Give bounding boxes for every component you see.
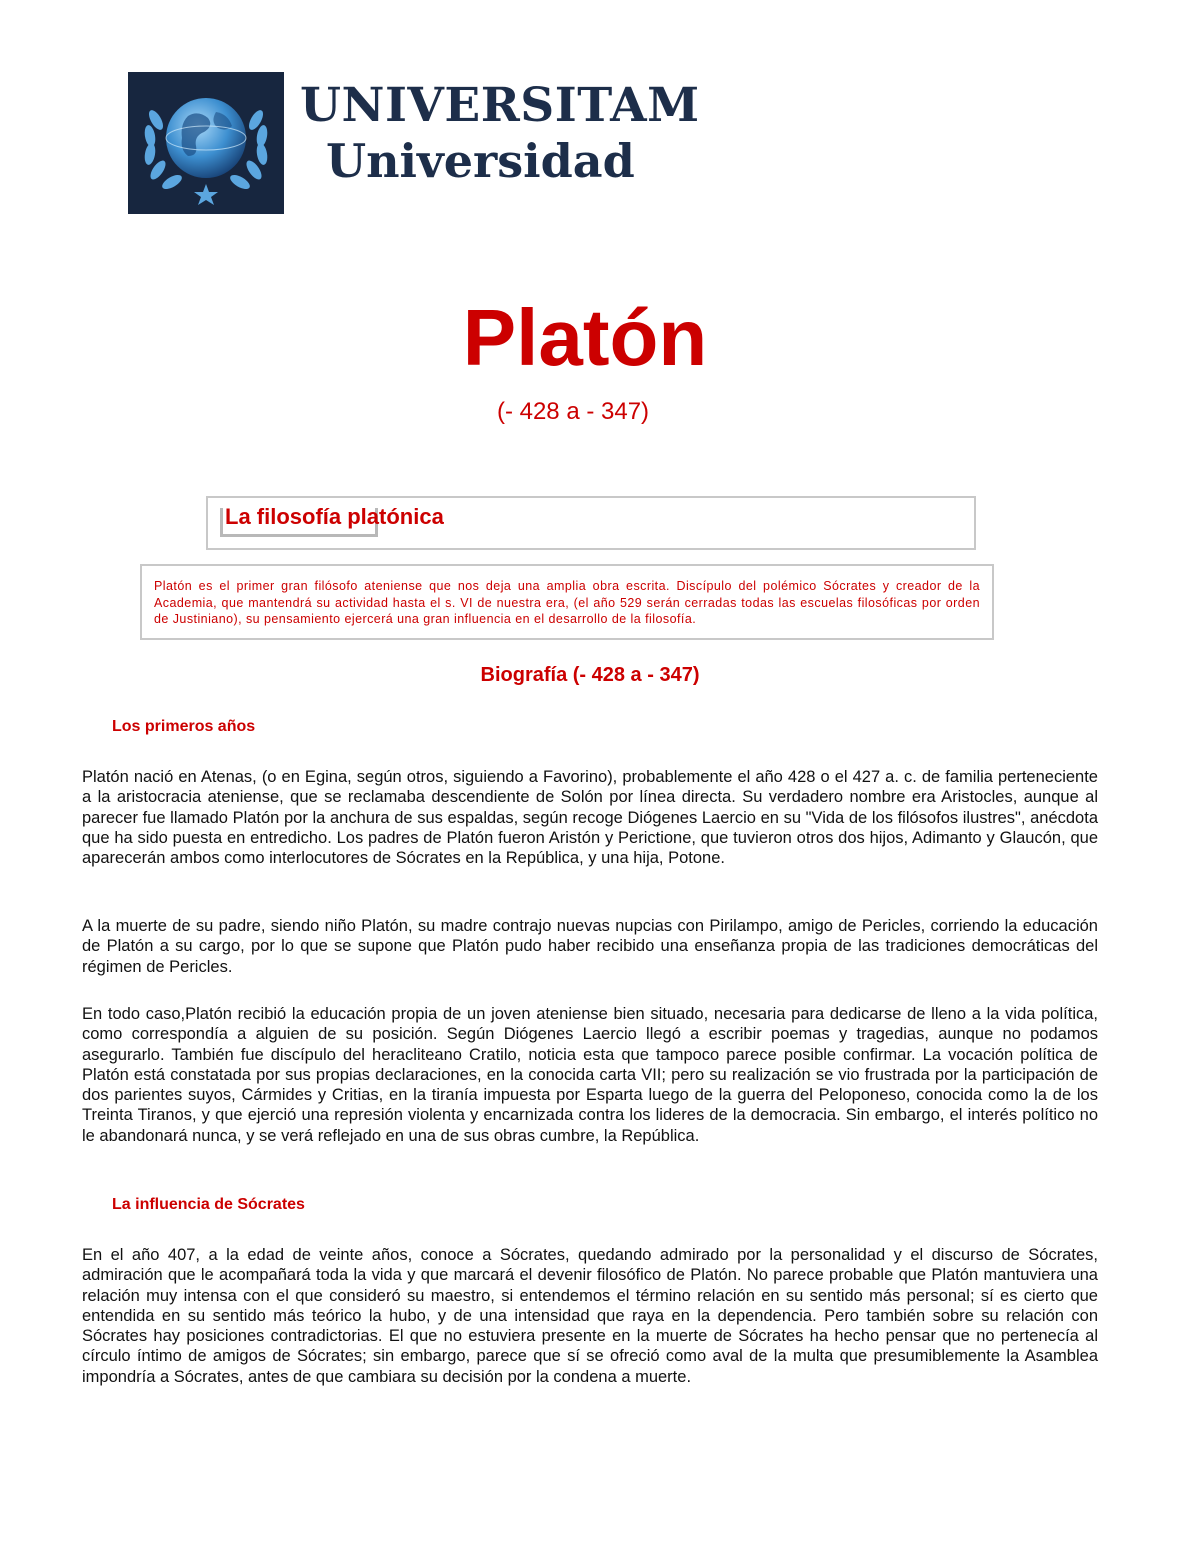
section-heading-early-years: Los primeros años — [112, 718, 256, 735]
university-logo — [128, 72, 698, 214]
paragraph: En el año 407, a la edad de veinte años, conoce a Sócrates, quedando admirado por la personalidad y el discurso de Sócrates, admiración que le acompañará toda la vida y que marcará el devenir filosófico de Platón. No parece probable que Platón mantuviera una relación muy intensa con el que consideró su maestro, si entendemos el término relación en su sentido más personal; sí es cierto que entendida en su sentido más teórico la hubo, y de una intensidad que raya en la dependencia. Pero también sobre su relación con Sócrates hay posiciones contradictorias. El que no estuviera presente en la muerte de Sócrates ha hecho pensar que no pertenecía al círculo íntimo de amigos de Sócrates; sin embargo, parece que sí se ofreció como aval de la multa que presumiblemente la Asamblea impondría a Sócrates, antes de que cambiara su decisión por la condena a muerte. — [82, 1246, 1098, 1386]
paragraph: A la muerte de su padre, siendo niño Platón, su madre contrajo nuevas nupcias con Pirilampo, amigo de Pericles, corriendo la educación de Platón a su cargo, por lo que se supone que Platón pudo haber recibido una enseñanza propia de las tradiciones democráticas del régimen de Pericles. — [82, 917, 1098, 976]
logo-text-universidad: Universidad — [326, 134, 635, 188]
title-dates: (- 428 a - 347) — [496, 398, 650, 425]
intro-text: Platón es el primer gran filósofo ateniense que nos deja una amplia obra escrita. Discípulo del polémico Sócrates y creador de la Academia, que mantendrá su actividad hasta el s. VI de nuestra era, (el año 529 serán cerradas todas las escuelas filosóficas por orden de Justiniano), su pensamiento ejercerá una gran influencia en el desarrollo de la filosofía. — [154, 579, 980, 626]
intro-box — [140, 564, 994, 640]
philosophy-heading-box — [206, 496, 976, 550]
paragraph: Platón nació en Atenas, (o en Egina, según otros, siguiendo a Favorino), probablemente el año 428 o el 427 a. c. de familia perteneciente a la aristocracia ateniense, que se reclamaba descendiente de Solón por línea directa. Su verdadero nombre era Aristocles, aunque al parecer fue llamado Platón por la anchura de sus espaldas, según recoge Diógenes Laercio en su "Vida de los filósofos ilustres", anécdota que ha sido puesta en entredicho. Los padres de Platón fueron Aristón y Perictione, que tuvieron otros dos hijos, Adimanto y Glaucón, que aparecerán ambos como interlocutores de Sócrates en la República, y una hija, Potone. — [82, 768, 1098, 868]
paragraph: En todo caso,Platón recibió la educación propia de un joven ateniense bien situado, necesaria para dedicarse de lleno a la vida política, como correspondía a alguien de su posición. Según Diógenes Laercio llegó a escribir poemas y tragedias, aunque no podamos asegurarlo. También fue discípulo del heracliteano Cratilo, noticia esta que tampoco parece posible confirmar. La vocación política de Platón está constatada por sus propias declaraciones, en la conocida carta VII; pero su realización se vio frustrada por la participación de dos parientes suyos, Cármides y Critias, en la tiranía impuesta por Esparta luego de la guerra del Peloponeso, conocida como la de los Treinta Tiranos, y que ejerció una represión violenta y encarnizada contra los lideres de la democracia. Sin embargo, el interés político no le abandonará nunca, y se verá reflejado en una de sus obras cumbre, la República. — [82, 1005, 1098, 1145]
page-title: Platón — [462, 293, 708, 382]
biography-heading: Biografía (- 428 a - 347) — [480, 664, 700, 686]
logo-text-universitam: UNIVERSITAM — [300, 78, 700, 133]
section-heading-socrates: La influencia de Sócrates — [112, 1196, 305, 1213]
philosophy-heading: La filosofía platónica — [225, 504, 444, 529]
globe-laurel-emblem — [128, 72, 284, 214]
globe-icon — [128, 72, 284, 214]
